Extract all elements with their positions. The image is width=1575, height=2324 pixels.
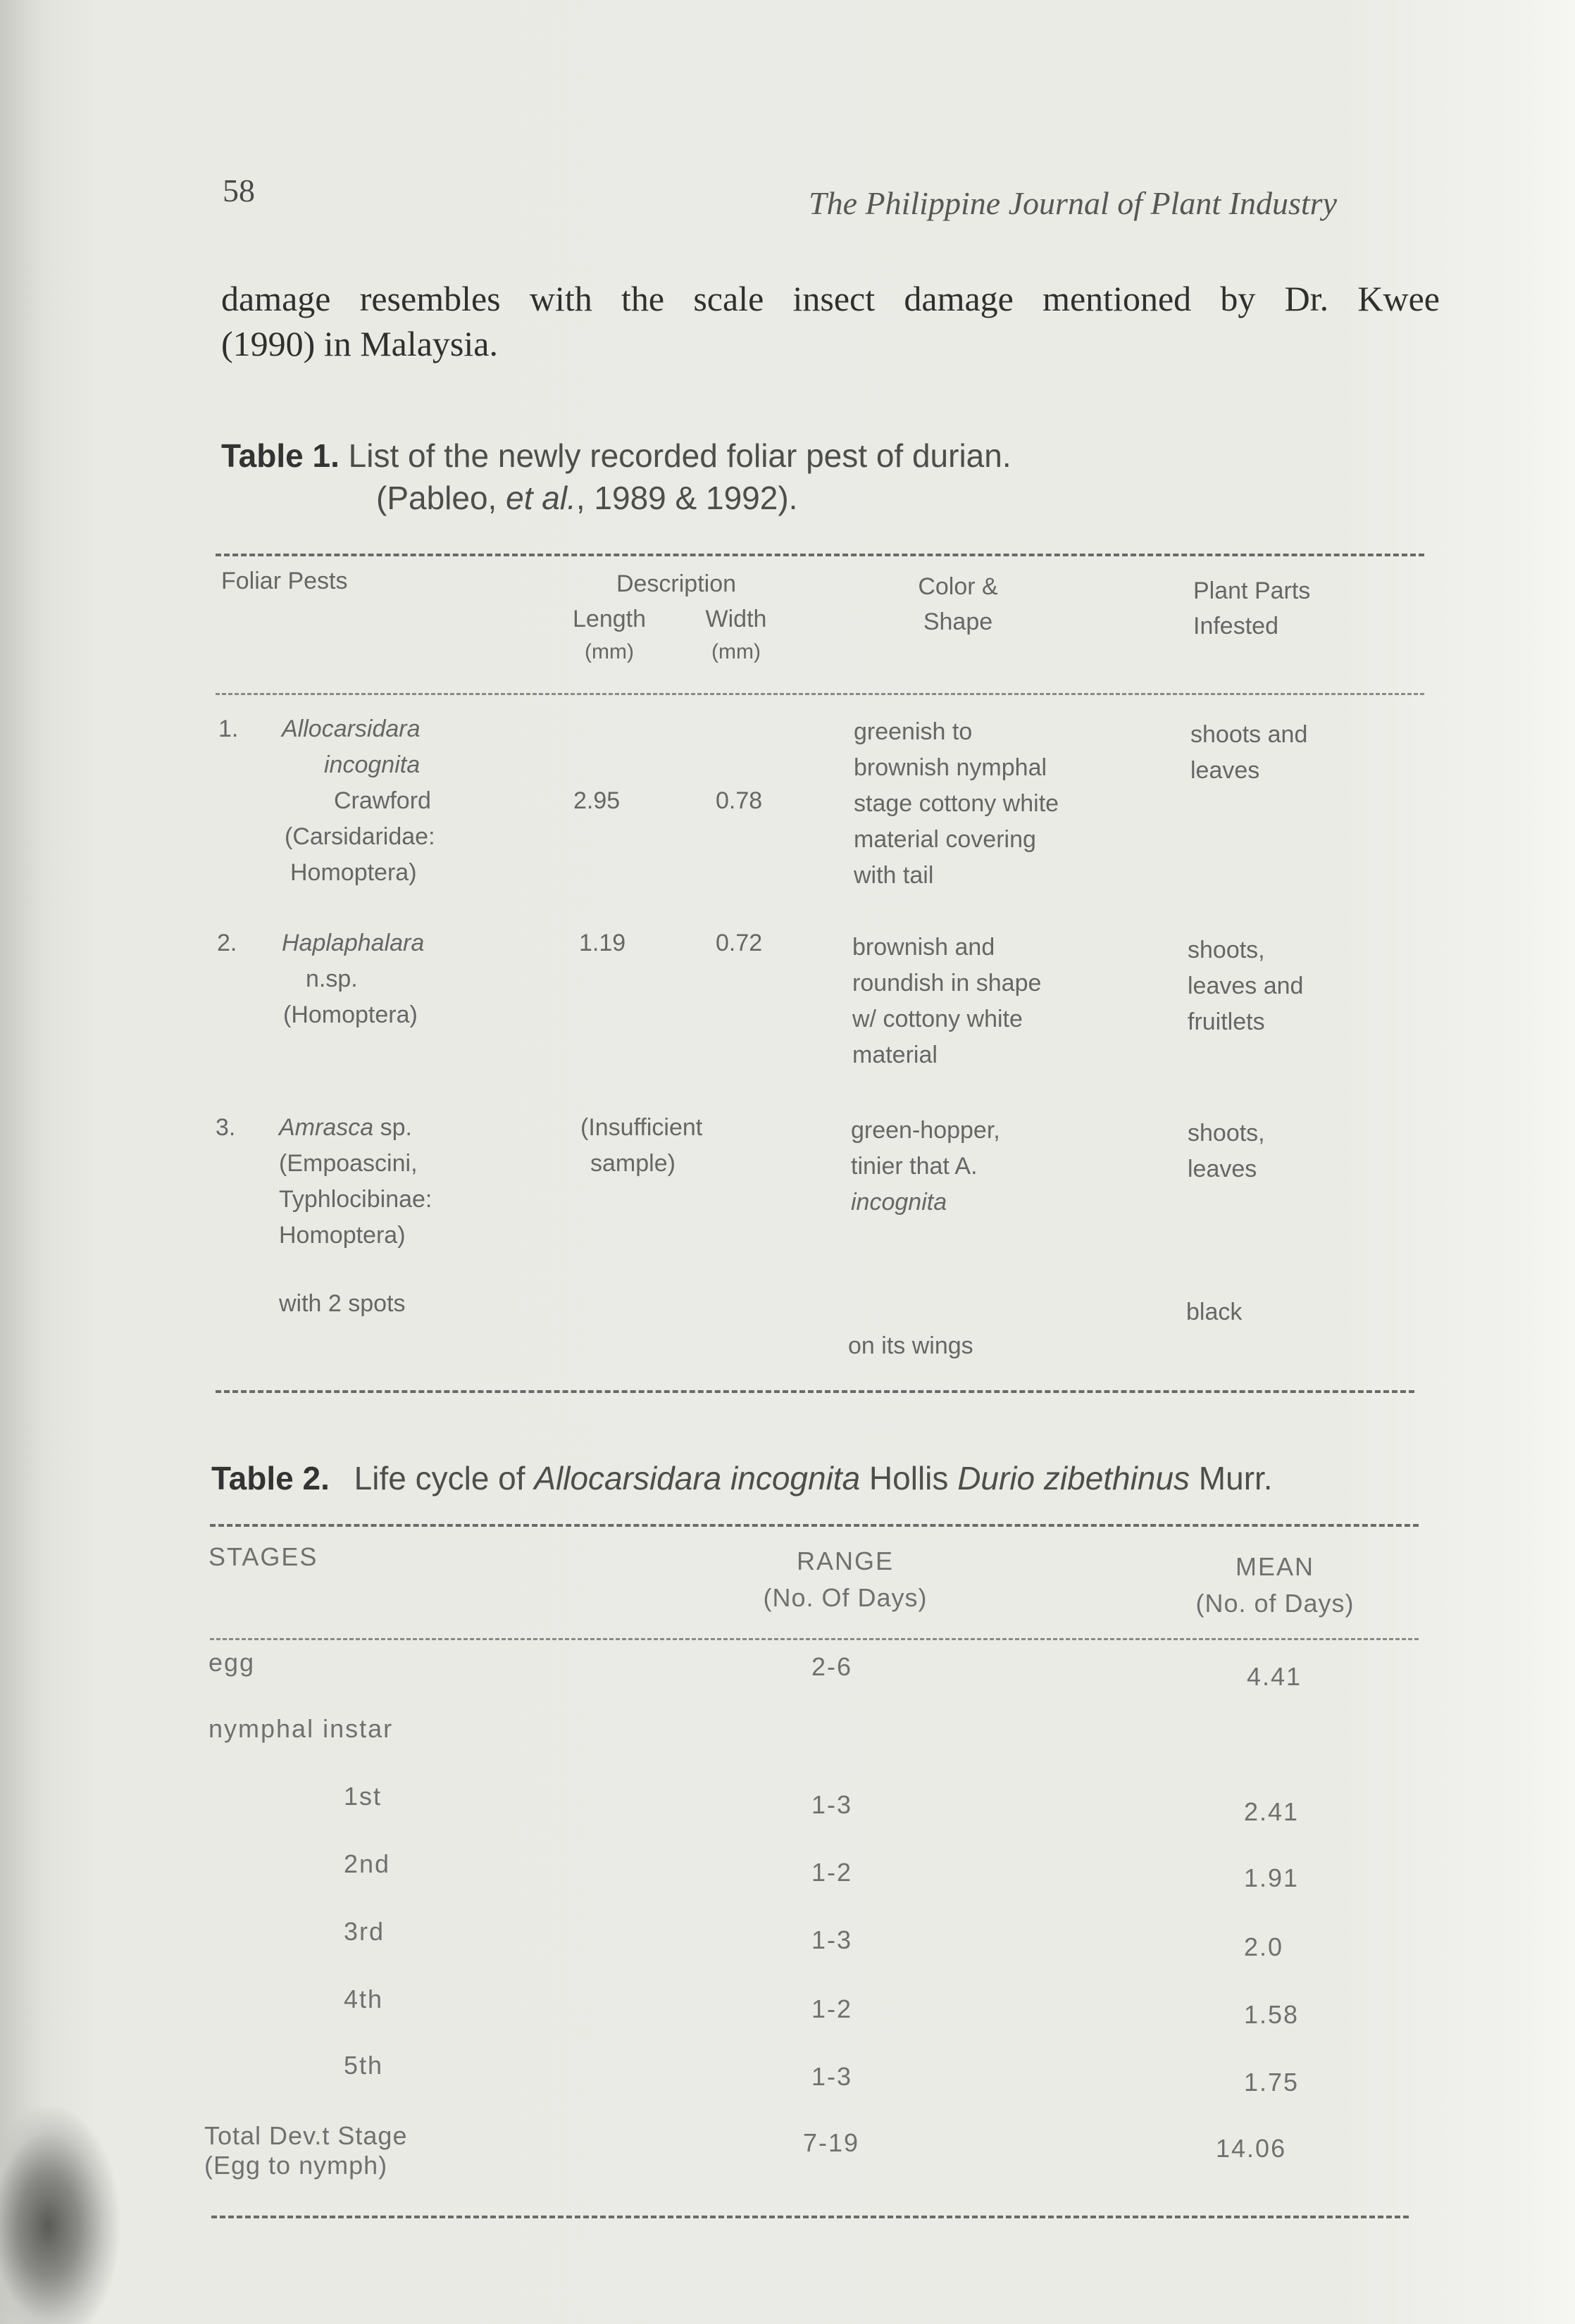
table1-caption-line1: List of the newly recorded foliar pest of durian. — [348, 437, 1011, 474]
t1-row1-num: 1. — [218, 716, 239, 742]
t1-row3-color-shape — [851, 1113, 1000, 1220]
t1-header-color-1: Color & — [918, 573, 998, 600]
t1-row1-plant-parts — [1190, 717, 1307, 789]
table1-bottom-rule — [216, 1390, 1414, 1393]
t1-header-foliar-pests: Foliar Pests — [221, 568, 348, 594]
t2-row-1st-range: 1-3 — [811, 1790, 853, 1819]
t1-header-color-2: Shape — [923, 608, 993, 635]
t1-row2-cs-4: material — [852, 1042, 938, 1068]
t1-row3-pp-2: leaves — [1188, 1156, 1257, 1182]
t2-row-5th-range: 1-3 — [811, 2062, 853, 2091]
t1-row2-genus: Haplaphalara — [282, 930, 425, 956]
t1-row3-plant-parts — [1188, 1116, 1265, 1187]
t1-row2-color-shape — [852, 930, 1041, 1073]
t2-row-egg-stage: egg — [208, 1648, 256, 1677]
t2-header-mean: MEAN — [1235, 1552, 1314, 1581]
t1-row3-num: 3. — [216, 1114, 236, 1141]
t1-row3-subfamily: Typhlocibinae: — [279, 1186, 432, 1213]
table2-bottom-rule — [211, 2216, 1409, 2218]
table1-caption-post: , 1989 & 1992). — [575, 480, 798, 516]
t1-row2-cs-2: roundish in shape — [852, 970, 1042, 997]
t1-row2-name — [282, 925, 493, 1033]
t2-row-nymphal-stage: nymphal instar — [208, 1714, 394, 1743]
t1-row2-pp-3: fruitlets — [1188, 1008, 1265, 1035]
t1-row2-species: n.sp. — [306, 966, 358, 992]
t1-row1-cs-5: with tail — [854, 862, 934, 889]
t2-row-4th-mean: 1.58 — [1244, 2000, 1300, 2029]
t1-row1-pp-2: leaves — [1190, 757, 1260, 784]
t1-row2-cs-3: w/ cottony white — [852, 1006, 1023, 1032]
t1-row3-cs-1: green-hopper, — [851, 1117, 1000, 1144]
t1-fragment-black: black — [1186, 1299, 1243, 1325]
t1-row3-desc-2: sample) — [590, 1150, 676, 1177]
t1-header-length-unit: (mm) — [585, 640, 634, 663]
t2-row-total-stage — [204, 2121, 407, 2180]
t2-row-2nd-mean: 1.91 — [1244, 1863, 1300, 1892]
t1-row1-species: incognita — [324, 751, 421, 778]
t1-row3-tribe: (Empoascini, — [279, 1150, 418, 1177]
t2-row-egg-range: 2-6 — [811, 1652, 853, 1681]
table2-caption-mid: Hollis — [860, 1460, 958, 1497]
t2-row-total-range: 7-19 — [803, 2128, 860, 2157]
t1-row3-desc-1: (Insufficient — [580, 1114, 703, 1141]
t2-row-1st-mean: 2.41 — [1244, 1797, 1300, 1826]
scan-artifact — [0, 2106, 120, 2324]
t2-row-5th-stage: 5th — [344, 2051, 384, 2080]
table1-header-rule — [216, 693, 1424, 695]
table2-header-rule — [210, 1638, 1419, 1640]
t1-row2-plant-parts — [1188, 932, 1303, 1040]
t1-row1-cs-2: brownish nymphal — [854, 754, 1047, 781]
table2-label: Table 2. — [211, 1460, 330, 1497]
t2-header-stages: STAGES — [208, 1542, 318, 1571]
t1-row1-length: 2.95 — [573, 787, 621, 814]
t2-total-line1: Total Dev.t Stage — [204, 2121, 408, 2150]
table2-top-rule — [210, 1524, 1419, 1527]
t1-row1-color-shape — [854, 714, 1059, 894]
t2-row-4th-stage: 4th — [344, 1985, 384, 2013]
t1-row2-num: 2. — [217, 930, 237, 956]
t1-row3-description — [580, 1110, 702, 1182]
t1-row1-author: Crawford — [334, 787, 431, 814]
t1-row2-pp-1: shoots, — [1188, 937, 1265, 963]
t1-row3-order: Homoptera) — [279, 1222, 406, 1249]
t2-header-mean-unit: (No. of Days) — [1195, 1589, 1355, 1618]
t1-row1-width: 0.78 — [716, 787, 763, 814]
t2-row-egg-mean: 4.41 — [1247, 1662, 1302, 1691]
t2-header-range: RANGE — [796, 1547, 895, 1575]
table2-caption — [211, 1459, 1273, 1497]
table2-caption-host: Durio zibethinus — [957, 1460, 1190, 1497]
table2-caption-pre: Life cycle of — [354, 1460, 535, 1497]
body-paragraph — [221, 276, 1440, 366]
t1-row1-pp-1: shoots and — [1190, 721, 1308, 748]
table1-label: Table 1. — [221, 437, 340, 474]
t2-total-line2: (Egg to nymph) — [204, 2151, 388, 2180]
t2-row-total-mean: 14.06 — [1216, 2134, 1287, 2163]
table1-caption-italic: et al. — [506, 480, 576, 516]
t2-row-2nd-range: 1-2 — [811, 1858, 853, 1887]
paragraph-line-2: (1990) in Malaysia. — [221, 324, 498, 363]
t1-header-width: Width — [705, 606, 767, 632]
table2-caption-post: Murr. — [1190, 1460, 1273, 1497]
t1-row1-cs-1: greenish to — [854, 718, 973, 745]
table1-caption — [221, 437, 1011, 475]
t1-row3-cs-3: incognita — [851, 1189, 947, 1216]
table1-caption-line2 — [376, 479, 797, 517]
table2-caption-species: Allocarsidara incognita — [534, 1460, 861, 1497]
t1-row1-cs-4: material covering — [854, 826, 1036, 853]
t1-header-length: Length — [573, 606, 646, 632]
t1-row1-order: Homoptera) — [290, 859, 417, 886]
t2-row-1st-stage: 1st — [344, 1782, 382, 1811]
t2-row-3rd-mean: 2.0 — [1244, 1932, 1284, 1961]
t1-row1-family: (Carsidaridae: — [285, 823, 435, 850]
t1-fragment-spots: with 2 spots — [279, 1290, 406, 1317]
t2-row-2nd-stage: 2nd — [344, 1849, 391, 1878]
t1-header-plant-parts-1: Plant Parts — [1193, 577, 1311, 604]
journal-title: The Philippine Journal of Plant Industry — [809, 185, 1337, 221]
t1-header-description: Description — [616, 570, 737, 597]
t2-row-3rd-range: 1-3 — [811, 1925, 853, 1954]
t2-row-4th-range: 1-2 — [811, 1994, 853, 2023]
table1-caption-pre: (Pableo, — [376, 480, 506, 516]
t1-row2-pp-2: leaves and — [1188, 973, 1304, 999]
t1-row1-cs-3: stage cottony white — [854, 790, 1059, 817]
t1-row1-genus: Allocarsidara — [282, 716, 421, 742]
t1-row3-pp-1: shoots, — [1188, 1120, 1265, 1147]
t1-row2-width: 0.72 — [716, 930, 763, 956]
t2-row-3rd-stage: 3rd — [344, 1917, 385, 1946]
t1-row3-genus: Amrasca — [279, 1114, 374, 1141]
t1-header-width-unit: (mm) — [711, 640, 761, 663]
paragraph-line-1: damage resembles with the scale insect damage mentioned by Dr. Kwee — [221, 279, 1440, 318]
t1-row2-order: (Homoptera) — [283, 1001, 418, 1028]
t1-fragment-wings: on its wings — [848, 1332, 973, 1359]
t1-row1-name — [282, 711, 493, 891]
page-number: 58 — [223, 173, 255, 208]
t1-row2-cs-1: brownish and — [852, 934, 995, 961]
t1-row3-cs-2: tinier that A. — [851, 1153, 978, 1180]
t2-header-range-unit: (No. Of Days) — [763, 1583, 928, 1612]
table1-top-rule — [216, 554, 1424, 556]
t2-row-5th-mean: 1.75 — [1244, 2068, 1300, 2097]
t1-row2-length: 1.19 — [579, 930, 626, 956]
t1-row3-sp: sp. — [373, 1114, 412, 1141]
t1-header-plant-parts-2: Infested — [1193, 613, 1278, 639]
t1-row3-name — [279, 1110, 504, 1254]
